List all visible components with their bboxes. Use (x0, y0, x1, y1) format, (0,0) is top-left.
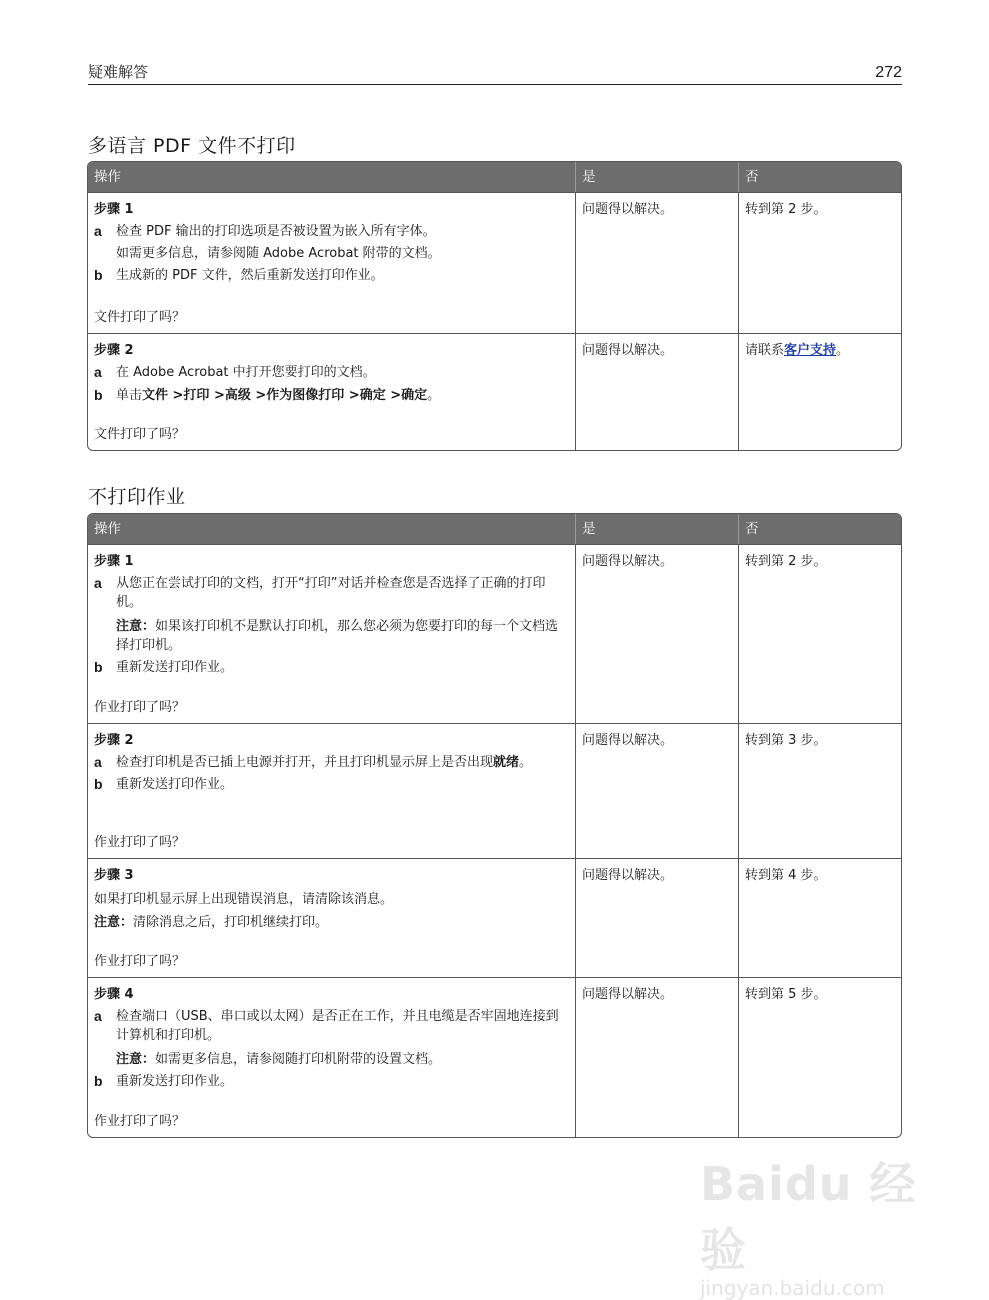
yes-cell: 问题得以解决。 (576, 859, 739, 977)
no-print-troubleshoot-table (87, 513, 902, 1138)
substep-letter: b (94, 387, 103, 403)
table-row (88, 192, 901, 333)
step-label: 步骤 2 (94, 733, 134, 748)
baidu-jingyan-watermark (700, 1148, 940, 1300)
action-cell (88, 724, 576, 858)
substep-note (94, 1050, 569, 1069)
watermark-url: jingyan.baidu.com (700, 1276, 885, 1300)
substep-a (94, 574, 569, 612)
action-cell (88, 545, 576, 723)
yes-cell: 问题得以解决。 (576, 545, 739, 723)
substep-letter: b (94, 659, 103, 675)
step-label: 步骤 3 (94, 868, 134, 883)
step-question: 作业打印了吗？ (94, 1114, 186, 1129)
substep-letter: b (94, 267, 103, 283)
menu-path: 文件 >打印 >高级 >作为图像打印 >确定 >确定 (142, 388, 428, 403)
substep-letter: a (94, 364, 102, 380)
substep-text: 检查端口（USB、串口或以太网）是否正在工作，并且电缆是否牢固地连接到计算机和打印机。 (116, 1009, 559, 1043)
step-label: 步骤 4 (94, 987, 134, 1002)
step-label: 步骤 1 (94, 554, 134, 569)
contact-suffix: 。 (836, 343, 850, 358)
click-suffix: 。 (427, 388, 441, 403)
pdf-troubleshoot-table (87, 161, 902, 451)
no-cell: 转到第 2 步。 (745, 554, 827, 569)
no-cell (739, 334, 901, 450)
substep-b (94, 266, 569, 285)
substep-a (94, 753, 569, 772)
table-row (88, 723, 901, 858)
step-text: 如果打印机显示屏上出现错误消息，请清除该消息。 (94, 892, 394, 907)
yes-cell: 问题得以解决。 (576, 724, 739, 858)
action-cell (88, 978, 576, 1137)
table-row (88, 333, 901, 450)
step-label: 步骤 1 (94, 202, 134, 217)
table-row (88, 858, 901, 977)
substep-text (116, 753, 569, 772)
substep-b (94, 775, 569, 794)
click-prefix: 单击 (116, 388, 143, 403)
substep-b (94, 658, 569, 677)
substep-note (94, 617, 569, 655)
table-row (88, 544, 901, 723)
action-cell (88, 859, 576, 977)
action-cell (88, 193, 576, 333)
note-text: 如果该打印机不是默认打印机，那么您必须为您要打印的每一个文档选择打印机。 (116, 619, 559, 653)
substep-text-suffix: 。 (519, 755, 533, 770)
contact-prefix: 请联系 (745, 343, 785, 358)
note-label: 注意： (116, 619, 156, 634)
substep-b (94, 1072, 569, 1091)
page-number: 272 (875, 64, 902, 81)
substep-letter: a (94, 575, 102, 591)
substep-letter: a (94, 754, 102, 770)
step-label: 步骤 2 (94, 343, 134, 358)
substep-text: 检查 PDF 输出的打印选项是否被设置为嵌入所有字体。 (116, 224, 436, 239)
no-cell: 转到第 2 步。 (745, 202, 827, 217)
col-action: 操作 (88, 162, 576, 192)
col-yes: 是 (576, 162, 739, 192)
substep-text: 重新发送打印作业。 (116, 777, 234, 792)
substep-note: 如需更多信息，请参阅随 Adobe Acrobat 附带的文档。 (116, 246, 441, 261)
substep-b (94, 386, 569, 405)
header-title: 疑难解答 (88, 63, 149, 81)
note-text: 清除消息之后，打印机继续打印。 (133, 915, 329, 930)
col-no: 否 (745, 521, 759, 537)
yes-cell: 问题得以解决。 (576, 978, 739, 1137)
table-header (88, 514, 901, 544)
substep-text: 从您正在尝试打印的文档，打开“打印”对话并检查您是否选择了正确的打印机。 (116, 576, 546, 610)
note-label: 注意： (94, 915, 134, 930)
substep-text: 重新发送打印作业。 (116, 1074, 234, 1089)
section-title-pdf: 多语言 PDF 文件不打印 (88, 135, 296, 157)
no-cell: 转到第 4 步。 (745, 868, 827, 883)
section-title-no-print: 不打印作业 (88, 486, 186, 508)
step-note (94, 913, 569, 932)
note-label: 注意： (116, 1052, 156, 1067)
action-cell (88, 334, 576, 450)
table-header (88, 162, 901, 192)
step-question: 文件打印了吗？ (94, 310, 186, 325)
note-text: 如需更多信息，请参阅随打印机附带的设置文档。 (155, 1052, 442, 1067)
step-question: 作业打印了吗？ (94, 835, 186, 850)
step-question: 作业打印了吗？ (94, 954, 186, 969)
substep-text (116, 386, 569, 405)
substep-text: 生成新的 PDF 文件，然后重新发送打印作业。 (116, 268, 384, 283)
page-header (88, 62, 902, 85)
substep-letter: a (94, 1008, 102, 1024)
step-question: 文件打印了吗？ (94, 427, 186, 442)
substep-text-prefix: 检查打印机是否已插上电源并打开，并且打印机显示屏上是否出现 (116, 755, 494, 770)
no-cell: 转到第 5 步。 (745, 987, 827, 1002)
col-no: 否 (745, 169, 759, 185)
substep-text: 在 Adobe Acrobat 中打开您要打印的文档。 (116, 365, 376, 380)
substep-letter: b (94, 1073, 103, 1089)
yes-cell: 问题得以解决。 (576, 334, 739, 450)
col-yes: 是 (576, 514, 739, 544)
col-action: 操作 (88, 514, 576, 544)
yes-cell: 问题得以解决。 (576, 193, 739, 333)
substep-a (94, 363, 569, 382)
watermark-logo: Baidu 经验 (700, 1157, 917, 1277)
customer-support-link[interactable]: 客户支持 (784, 343, 837, 358)
substep-letter: a (94, 223, 102, 239)
substep-text: 重新发送打印作业。 (116, 660, 234, 675)
step-question: 作业打印了吗？ (94, 700, 186, 715)
table-row (88, 977, 901, 1137)
substep-a (94, 222, 569, 241)
no-cell: 转到第 3 步。 (745, 733, 827, 748)
substep-a (94, 1007, 569, 1045)
substep-letter: b (94, 776, 103, 792)
ready-status: 就绪 (493, 755, 520, 770)
